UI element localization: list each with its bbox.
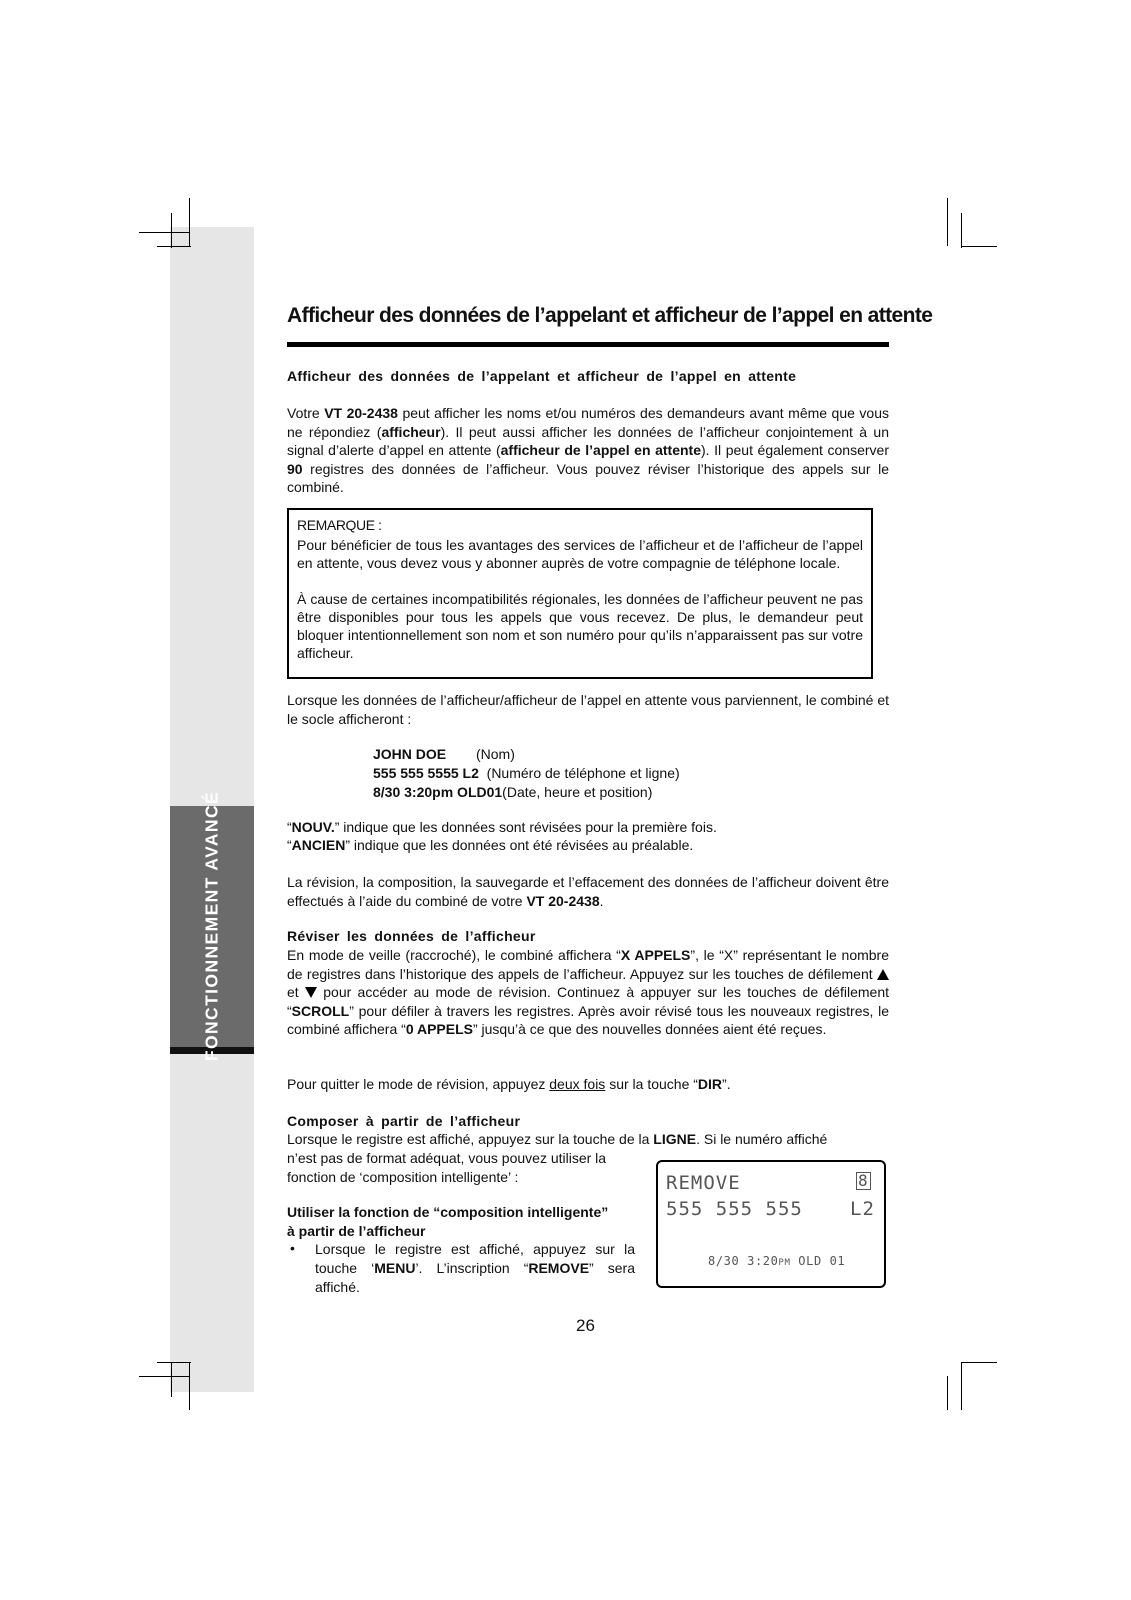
arrow-down-icon xyxy=(305,987,317,998)
compose-heading: Composer à partir de l’afficheur xyxy=(287,1113,521,1129)
review-heading: Réviser les données de l’afficheur xyxy=(287,928,536,944)
crop-mark xyxy=(961,1362,962,1410)
bullet-text: Lorsque le registre est affiché, appuyez sur la touche ‘MENU’. L’inscription “REMOVE” sera affiché. xyxy=(315,1241,635,1295)
crop-mark xyxy=(947,198,948,246)
intro-paragraph: Votre VT 20-2438 peut afficher les noms et/ou numéros des demandeurs avant même que vous ne répondiez (afficheur). Il peut aussi afficher les données de l’afficheur conjointement à un signal d’alerte d’appel en attente (afficheur de l’appel en attente). Il peut également conserver 90 registres des données de l’afficheur. Vous pouvez réviser l’historique des appels sur le combiné. xyxy=(287,405,889,495)
smart-heading: Utiliser la fonction de “composition intelligente” à partir de l’afficheur xyxy=(287,1204,609,1239)
example-line-name: JOHN DOE (Nom) xyxy=(373,746,515,762)
lcd-title: REMOVE xyxy=(666,1172,741,1194)
lcd-date: 8/30 3:20PM OLD 01 xyxy=(708,1254,846,1268)
crop-mark xyxy=(947,1376,948,1410)
lcd-indicator: 8 xyxy=(858,1171,869,1190)
quit-paragraph: Pour quitter le mode de révision, appuyez deux fois sur la touche “DIR”. xyxy=(287,1076,731,1092)
crop-mark xyxy=(139,1376,190,1377)
lcd-number: 555 555 555 xyxy=(666,1198,803,1220)
arrow-up-icon xyxy=(877,969,889,980)
status-old: “ANCIEN” indique que les données ont été révisées au préalable. xyxy=(287,837,694,853)
lcd-line: L2 xyxy=(850,1198,875,1220)
crop-mark xyxy=(189,1362,190,1410)
display-intro: Lorsque les données de l’afficheur/afficheur de l’appel en attente vous parviennent, le combiné et le socle afficheront : xyxy=(287,692,889,727)
crop-mark xyxy=(171,1362,172,1397)
note-paragraph: Pour bénéficier de tous les avantages des services de l’afficheur et de l’afficheur de l’appel en attente, vous devez vous y abonner auprès de votre compagnie de téléphone locale. xyxy=(297,537,863,571)
crop-mark xyxy=(157,246,191,247)
status-new: “NOUV.” indique que les données sont révisées pour la première fois. xyxy=(287,819,717,835)
compose-continuation: n’est pas de format adéquat, vous pouvez utiliser la fonction de ‘composition intelligente’ : xyxy=(287,1150,607,1185)
page-title: Afficheur des données de l’appelant et afficheur de l’appel en attente xyxy=(287,304,933,327)
crop-mark xyxy=(171,213,172,248)
note-paragraph: À cause de certaines incompatibilités régionales, les données de l’afficheur peuvent ne pas être disponibles pour tous les appels que vous recevez. De plus, le demandeur peut bloquer intentionnellement son nom et son numéro pour qu’ils n’apparaissent pas sur votre afficheur. xyxy=(297,591,863,661)
note-box xyxy=(287,508,873,679)
crop-mark xyxy=(189,198,190,246)
example-line-number: 555 555 5555 L2 (Numéro de téléphone et ligne) xyxy=(373,765,680,781)
crop-mark xyxy=(157,1362,191,1363)
crop-mark xyxy=(961,1362,997,1363)
lcd-display xyxy=(656,1160,886,1288)
revision-paragraph: La révision, la composition, la sauvegarde et l’effacement des données de l’afficheur doivent être effectués à l’aide du combiné de votre VT 20-2438. xyxy=(287,874,889,909)
bullet: • xyxy=(290,1240,295,1256)
note-title: REMARQUE : xyxy=(297,517,382,533)
title-rule xyxy=(287,342,889,347)
review-paragraph: En mode de veille (raccroché), le combiné affichera “X APPELS”, le “X” représentant le nombre de registres dans l’historique des appels de l’afficheur. Appuyez sur les touches de défilement et pour accéder au mode de révision. Continuez à appuyer sur les touches de défilement “SCROLL” pour défiler à travers les registres. Après avoir révisé tous les nouveaux registres, le combiné affichera “0 APPELS” jusqu’à ce que des nouvelles données aient été reçues. xyxy=(287,947,890,1037)
crop-mark xyxy=(139,232,190,233)
section-tab-label: FONCTIONNEMENT AVANCÉ xyxy=(201,790,222,1062)
crop-mark xyxy=(961,246,997,247)
crop-mark xyxy=(961,213,962,248)
section-heading: Afficheur des données de l’appelant et afficheur de l’appel en attente xyxy=(287,368,797,384)
compose-line: Lorsque le registre est affiché, appuyez sur la touche de la LIGNE. Si le numéro affiché xyxy=(287,1131,828,1147)
example-line-date: 8/30 3:20pm OLD01(Date, heure et position) xyxy=(373,784,653,800)
page-number: 26 xyxy=(576,1316,595,1335)
